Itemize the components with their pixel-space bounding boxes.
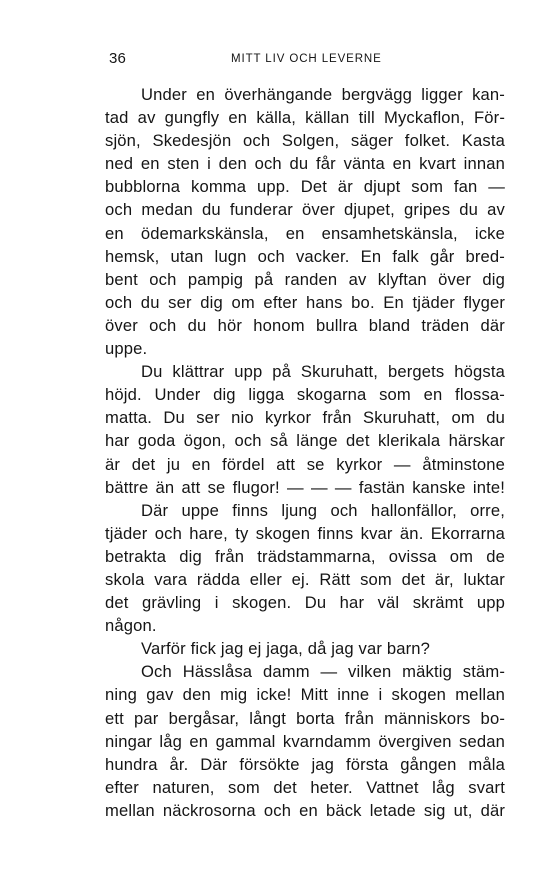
text-line: och medan du funderar över djupet, gripes du av [105,200,505,220]
text-line: Och Hässlåsa damm — vilken mäktig stäm- [141,662,505,682]
text-line: ned en sten i den och du får vänta en kvart innan [105,154,505,174]
text-line: skola vara rädda eller ej. Rätt som det är, luktar [105,569,505,589]
text-line: ning gav den mig icke! Mitt inne i skogen mellan [105,685,505,705]
text-line: Där uppe finns ljung och hallonfällor, orre, [141,500,505,520]
text-line: hundra år. Där försökte jag första gången måla [105,754,505,774]
text-line: Varför fick jag ej jaga, då jag var barn? [141,639,431,659]
text-line: uppe. [105,339,148,359]
text-line: över och du hör honom bullra bland träden där [105,315,505,335]
text-line: mellan näckrosorna och en bäck letade sig ut, där [105,800,505,820]
text-line: bent och pampig på randen av klyftan över dig [105,269,505,289]
text-line: bättre än att se flugor! — — — fastän kanske inte! [105,477,505,497]
text-line: tad av gungfly en källa, källan till Myckaflon, För- [105,108,505,128]
text-line: efter naturen, som det heter. Vattnet låg svart [105,777,505,797]
text-line: sjön, Skedesjön och Solgen, säger folket. Kasta [105,131,505,151]
text-line: en ödemarkskänsla, en ensamhetskänsla, icke [105,223,505,243]
text-line: hemsk, utan lugn och vacker. En falk går bred- [105,246,505,266]
text-line: Under en överhängande bergvägg ligger kan- [141,85,505,104]
text-line: har goda ögon, och så länge det klerikala härskar [105,431,505,451]
text-line: ett par bergåsar, långt borta från människors bo- [105,708,505,728]
text-line: bubblorna komma upp. Det är djupt som fan — [105,177,505,197]
text-line: Du klättrar upp på Skuruhatt, bergets högsta [141,362,505,382]
text-line: betrakta dig från trädstammarna, ovissa om de [105,546,505,566]
text-line: ningar låg en gammal kvarndamm övergiven sedan [105,731,505,751]
text-line: det grävling i skogen. Du har väl skrämt upp [105,593,505,613]
text-line: höjd. Under dig ligga skogarna som en flossa- [105,385,505,405]
text-line: och du ser dig om efter hans bo. En tjäder flyger [105,292,505,312]
text-line: är det ju en fördel att se kyrkor — åtminstone [105,454,505,474]
body-text [105,83,505,822]
text-line: tjäder och hare, ty skogen finns kvar än. Ekorrarna [105,523,505,543]
page-number: 36 [109,50,127,67]
running-title: MITT LIV OCH LEVERNE [231,53,382,65]
running-head [109,50,504,70]
text-line: någon. [105,616,157,636]
text-line: matta. Du ser nio kyrkor från Skuruhatt, om du [105,408,505,428]
